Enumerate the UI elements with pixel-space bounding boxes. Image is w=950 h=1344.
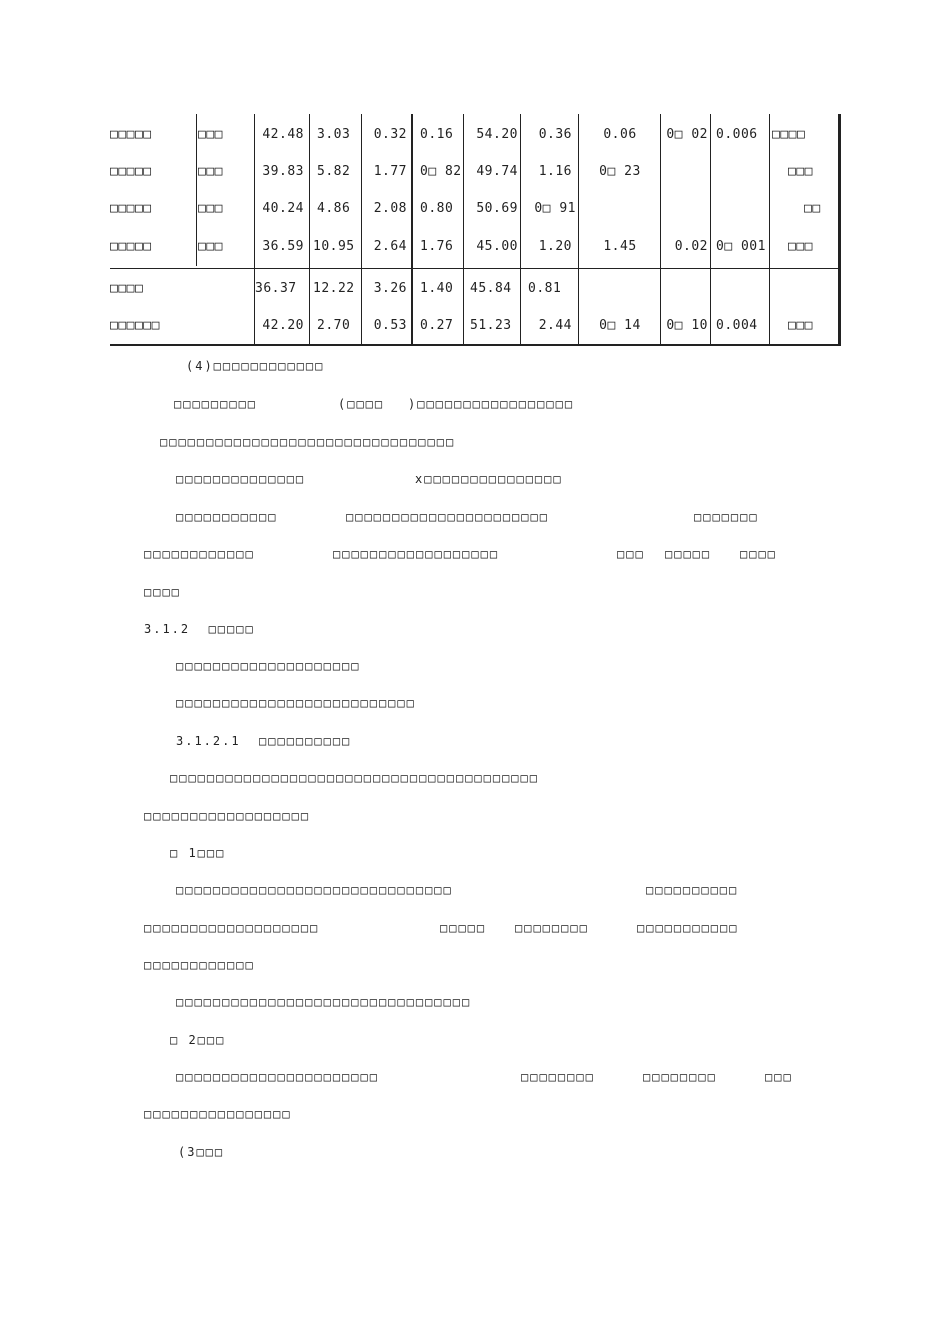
row4-c8: 0.02 xyxy=(674,239,708,254)
row1-c7: 0.06 xyxy=(603,127,637,142)
paragraph-text: □□□□□□□□□□□□□□□□□□□□□□ xyxy=(176,1070,379,1084)
row4-c6: 1.20 xyxy=(538,239,572,254)
paragraph-text: )□□□□□□□□□□□□□□□□□ xyxy=(408,397,575,411)
row6-c4: 0.27 xyxy=(420,318,454,333)
paragraph-text: □□□□□□□□□□□□□□□□□□ xyxy=(144,809,311,823)
paragraph-text: □□□□□□□□□□□ xyxy=(637,921,739,935)
composition-table xyxy=(110,114,840,346)
row2-name: □□□□□ xyxy=(110,164,152,179)
row3-type: □□□ xyxy=(198,201,223,216)
paragraph-text: □□□□□□□□□□□□□□□□□□□□□□□□□□□□□□□□ xyxy=(176,995,472,1009)
row2-type: □□□ xyxy=(198,164,223,179)
row5-c5: 45.84 xyxy=(470,281,512,296)
row6-c1: 42.20 xyxy=(262,318,304,333)
paragraph-text: □□□□□□□□□□□□□□□□ xyxy=(144,1107,292,1121)
paragraph-text: □□□□□□□□ xyxy=(515,921,589,935)
paragraph-text: □□□□□□□□□□□□□□□□□□□□□□□□□□□□□□ xyxy=(176,883,453,897)
paragraph-text: □□□□□□□□□□ xyxy=(646,883,739,897)
row1-c3: 0.32 xyxy=(373,127,407,142)
paragraph-text: □□□□□ xyxy=(665,547,712,561)
paragraph-text: □□□□□□□□□□□□ xyxy=(144,547,255,561)
paragraph-text: □□□□□□□□□□□□□□□□□□□□ xyxy=(176,659,361,673)
paragraph-text: □□□□□□□□□□□ xyxy=(176,510,278,524)
row2-c7: 0□ 23 xyxy=(599,164,641,179)
row6-c6: 2.44 xyxy=(538,318,572,333)
paragraph-text: □□□□ xyxy=(740,547,777,561)
row2-c8 xyxy=(662,161,708,183)
row3-c3: 2.08 xyxy=(373,201,407,216)
paragraph-text: □□□□□ xyxy=(440,921,487,935)
row4-c3: 2.64 xyxy=(373,239,407,254)
subsection-item-1: □ 1□□□ xyxy=(170,846,226,860)
row1-c9: 0.006 xyxy=(716,127,758,142)
row6-c5: 51.23 xyxy=(470,318,512,333)
row5-c3: 3.26 xyxy=(373,281,407,296)
paragraph-text: □□□□□□□□□□□□□□□□□□□□□□ xyxy=(346,510,549,524)
row2-c9 xyxy=(716,161,768,183)
section-item-4: (4)□□□□□□□□□□□□ xyxy=(186,359,325,373)
paragraph-text: □□□□□□□□□□□□□□ xyxy=(176,472,306,486)
row6-c2: 2.70 xyxy=(317,318,351,333)
row2-note: □□□ xyxy=(788,164,813,179)
row6-c7: 0□ 14 xyxy=(599,318,641,333)
row6-name: □□□□□□ xyxy=(110,318,160,333)
row1-c6: 0.36 xyxy=(538,127,572,142)
paragraph-text: □□□□ xyxy=(144,585,181,599)
row4-c4: 1.76 xyxy=(420,239,454,254)
row6-c9: 0.004 xyxy=(716,318,758,333)
paragraph-text: □□□□□□□□□□□□□□□□□□□□□□□□□□□□□□□□ xyxy=(160,435,456,449)
row5-c6: 0.81 xyxy=(528,281,562,296)
row3-c7 xyxy=(580,198,660,220)
paragraph-text: □□□ xyxy=(765,1070,793,1084)
row5-name: □□□□ xyxy=(110,281,144,296)
section-heading-3-1-2: 3.1.2 □□□□□ xyxy=(144,622,255,636)
row3-c2: 4.86 xyxy=(317,201,351,216)
paragraph-text: □□□□□□□□ xyxy=(521,1070,595,1084)
subsection-item-2: □ 2□□□ xyxy=(170,1033,226,1047)
row1-c1: 42.48 xyxy=(262,127,304,142)
row4-c7: 1.45 xyxy=(603,239,637,254)
row1-name: □□□□□ xyxy=(110,127,152,142)
row3-note: □□ xyxy=(804,201,821,216)
row1-c2: 3.03 xyxy=(317,127,351,142)
row1-type: □□□ xyxy=(198,127,223,142)
paragraph-text: x□□□□□□□□□□□□□□□ xyxy=(415,472,563,486)
row3-c8 xyxy=(662,198,708,220)
row3-c4: 0.80 xyxy=(420,201,454,216)
paragraph-text: □□□□□□□□□□□□ xyxy=(144,958,255,972)
row6-note: □□□ xyxy=(788,318,813,333)
paragraph-text: □□□□□□□□□□□□□□□□□□□ xyxy=(144,921,320,935)
paragraph-text: □□□□□□□□□ xyxy=(174,397,258,411)
section-heading-3-1-2-1: 3.1.2.1 □□□□□□□□□□ xyxy=(176,734,352,748)
row4-type: □□□ xyxy=(198,239,223,254)
row6-c8: 0□ 10 xyxy=(666,318,708,333)
row4-c9: 0□ 001 xyxy=(716,239,766,254)
row3-c5: 50.69 xyxy=(476,201,518,216)
row1-note: □□□□ xyxy=(772,127,806,142)
paragraph-text: □□□□□□□□□□□□□□□□□□□□□□□□□□ xyxy=(176,696,416,710)
paragraph-text: (□□□□ xyxy=(338,397,385,411)
subsection-item-3: (3□□□ xyxy=(178,1145,225,1159)
row2-c4: 0□ 82 xyxy=(420,164,462,179)
paragraph-text: □□□□□□□ xyxy=(694,510,759,524)
row3-c1: 40.24 xyxy=(262,201,304,216)
row2-c6: 1.16 xyxy=(538,164,572,179)
row5-c1: 36.37 xyxy=(255,281,297,296)
row6-c3: 0.53 xyxy=(373,318,407,333)
row5-c2: 12.22 xyxy=(313,281,355,296)
row1-c5: 54.20 xyxy=(476,127,518,142)
row4-note: □□□ xyxy=(788,239,813,254)
row2-c1: 39.83 xyxy=(262,164,304,179)
row2-c2: 5.82 xyxy=(317,164,351,179)
row3-name: □□□□□ xyxy=(110,201,152,216)
row2-c5: 49.74 xyxy=(476,164,518,179)
row2-c3: 1.77 xyxy=(373,164,407,179)
row1-c8: 0□ 02 xyxy=(666,127,708,142)
row3-c6: 0□ 91 xyxy=(534,201,576,216)
paragraph-text: □□□□□□□□□□□□□□□□□□ xyxy=(333,547,500,561)
row4-c1: 36.59 xyxy=(262,239,304,254)
row1-c4: 0.16 xyxy=(420,127,454,142)
row4-name: □□□□□ xyxy=(110,239,152,254)
row4-c2: 10.95 xyxy=(313,239,355,254)
row3-c9 xyxy=(716,198,768,220)
paragraph-text: □□□□□□□□ xyxy=(643,1070,717,1084)
row4-c5: 45.00 xyxy=(476,239,518,254)
paragraph-text: □□□ xyxy=(617,547,645,561)
row5-c4: 1.40 xyxy=(420,281,454,296)
paragraph-text: □□□□□□□□□□□□□□□□□□□□□□□□□□□□□□□□□□□□□□□□ xyxy=(170,771,539,785)
